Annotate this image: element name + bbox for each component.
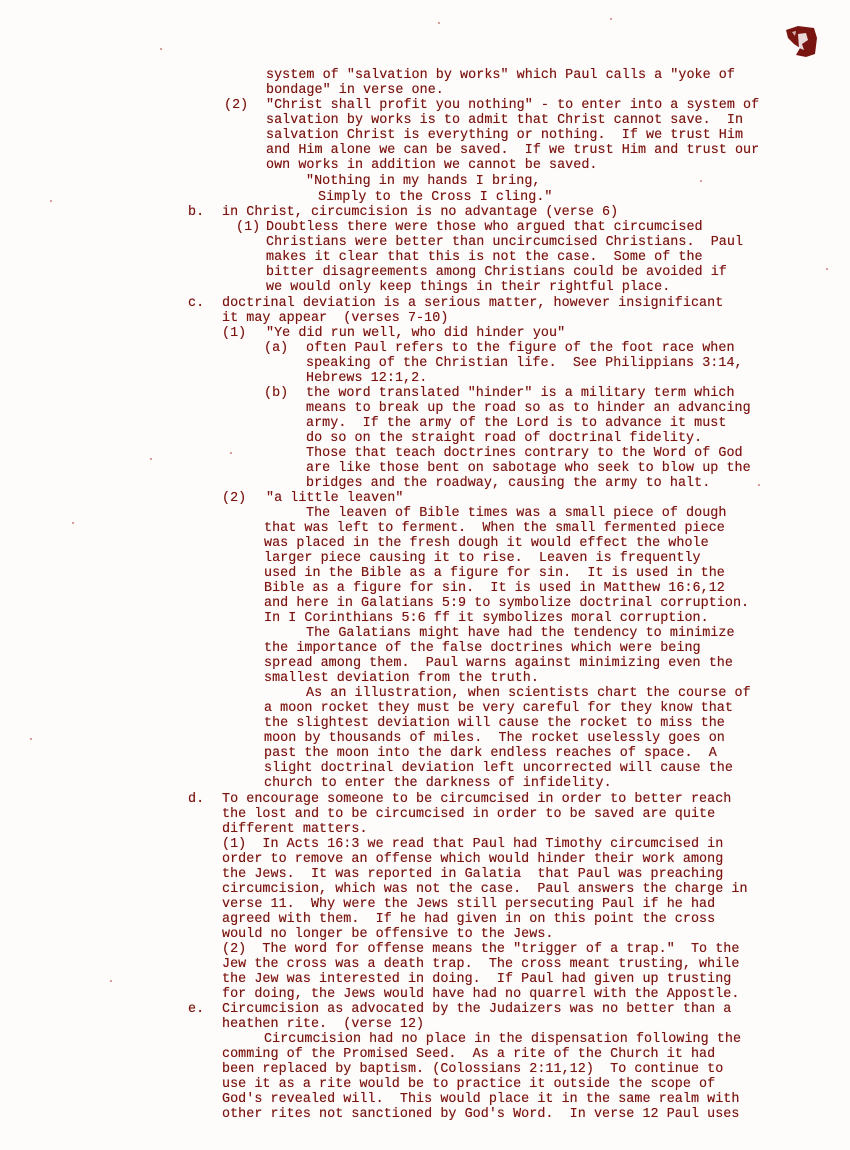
text-line: been replaced by baptism. (Colossians 2:11,12) To continue to <box>222 1062 724 1077</box>
text-line: Circumcision had no place in the dispensation following the <box>264 1032 742 1047</box>
text-line: the Jews. It was reported in Galatia that Paul was preaching <box>222 867 724 882</box>
text-line: church to enter the darkness of infidelity. <box>264 776 612 791</box>
text-line: Doubtless there were those who argued that circumcised <box>266 220 703 235</box>
item-marker: (2) <box>222 491 247 506</box>
text-line: slight doctrinal deviation left uncorrected will cause the <box>264 761 733 776</box>
section-marker: c. <box>188 296 205 311</box>
text-line: for doing, the Jews would have had no quarrel with the Appostle. <box>222 987 740 1002</box>
ink-speck <box>700 180 702 182</box>
ink-smudge-mark <box>784 24 818 58</box>
text-line: smallest deviation from the truth. <box>264 671 539 686</box>
section-marker: e. <box>188 1002 205 1017</box>
text-line: the importance of the false doctrines which were being <box>264 641 701 656</box>
section-heading: Circumcision as advocated by the Judaizers was no better than a <box>222 1002 732 1017</box>
section-marker: d. <box>188 792 205 807</box>
item-marker: (2) <box>224 98 249 113</box>
text-line: spread among them. Paul warns against minimizing even the <box>264 656 733 671</box>
text-line: would no longer be offensive to the Jews. <box>222 927 554 942</box>
ink-speck <box>610 18 612 20</box>
text-line: God's revealed will. This would place it in the same realm with <box>222 1092 740 1107</box>
ink-speck <box>438 22 440 24</box>
text-line: the word translated "hinder" is a military term which <box>306 386 735 401</box>
text-line: The leaven of Bible times was a small piece of dough <box>306 506 727 521</box>
text-line: Those that teach doctrines contrary to the Word of God <box>306 446 743 461</box>
text-line: (1) In Acts 16:3 we read that Paul had Timothy circumcised in <box>222 837 724 852</box>
text-line: different matters. <box>222 822 368 837</box>
text-line: salvation Christ is everything or nothing. If we trust Him <box>266 128 744 143</box>
text-line: and Him alone we can be saved. If we trust Him and trust our <box>266 143 760 158</box>
text-line: bitter disagreements among Christians could be avoided if <box>266 265 727 280</box>
section-heading: it may appear (verses 7-10) <box>222 311 449 326</box>
text-line: we would only keep things in their rightful place. <box>266 280 671 295</box>
text-line: salvation by works is to admit that Christ cannot save. In <box>266 113 744 128</box>
text-line: a moon rocket they must be very careful for they know that <box>264 701 733 716</box>
section-heading: To encourage someone to be circumcised in order to better reach <box>222 792 732 807</box>
text-line: Jew the cross was a death trap. The cross meant trusting, while <box>222 957 740 972</box>
text-line: past the moon into the dark endless reaches of space. A <box>264 746 717 761</box>
text-line: The Galatians might have had the tendency to minimize <box>306 626 735 641</box>
text-line: the slightest deviation will cause the rocket to miss the <box>264 716 725 731</box>
text-line: larger piece causing it to rise. Leaven is frequently <box>264 551 701 566</box>
text-line: are like those bent on sabotage who seek to blow up the <box>306 461 751 476</box>
section-heading: doctrinal deviation is a serious matter, however insignificant <box>222 296 724 311</box>
text-line: and here in Galatians 5:9 to symbolize doctrinal corruption. <box>264 596 750 611</box>
quote-line: "Nothing in my hands I bring, <box>306 174 541 189</box>
text-line: makes it clear that this is not the case. Some of the <box>266 250 703 265</box>
ink-speck <box>50 200 52 202</box>
text-line: Christians were better than uncircumcised Christians. Paul <box>266 235 744 250</box>
text-line: "a little leaven" <box>266 491 404 506</box>
ink-speck <box>72 522 74 524</box>
text-line: Bible as a figure for sin. It is used in Matthew 16:6,12 <box>264 581 725 596</box>
text-line: circumcision, which was not the case. Paul answers the charge in <box>222 882 748 897</box>
text-line: agreed with them. If he had given in on this point the cross <box>222 912 716 927</box>
item-marker: (1) <box>236 220 261 235</box>
text-line: means to break up the road so as to hinder an advancing <box>306 401 751 416</box>
text-line: (2) The word for offense means the "trigger of a trap." To the <box>222 942 740 957</box>
text-line: bondage" in verse one. <box>266 83 444 98</box>
item-marker: (1) <box>222 326 247 341</box>
text-line: As an illustration, when scientists chart the course of <box>306 686 751 701</box>
section-marker: b. <box>188 205 205 220</box>
text-line: the lost and to be circumcised in order to be saved are quite <box>222 807 716 822</box>
text-line: that was left to ferment. When the small fermented piece <box>264 521 725 536</box>
ink-speck <box>150 458 152 460</box>
section-heading: in Christ, circumcision is no advantage (verse 6) <box>222 205 619 220</box>
ink-speck <box>230 452 232 454</box>
text-line: comming of the Promised Seed. As a rite of the Church it had <box>222 1047 716 1062</box>
text-line: the Jew was interested in doing. If Paul had given up trusting <box>222 972 732 987</box>
text-line: used in the Bible as a figure for sin. It is used in the <box>264 566 725 581</box>
text-line: often Paul refers to the figure of the foot race when <box>306 341 735 356</box>
text-line: do so on the straight road of doctrinal fidelity. <box>306 431 703 446</box>
text-line: verse 11. Why were the Jews still persecuting Paul if he had <box>222 897 716 912</box>
text-line: use it as a rite would be to practice it outside the scope of <box>222 1077 716 1092</box>
text-line: In I Corinthians 5:6 ff it symbolizes moral corruption. <box>264 611 709 626</box>
text-line: other rites not sanctioned by God's Word. In verse 12 Paul uses <box>222 1107 740 1122</box>
text-line: system of "salvation by works" which Paul calls a "yoke of <box>266 68 735 83</box>
ink-speck <box>160 48 162 50</box>
text-line: moon by thousands of miles. The rocket uselessly goes on <box>264 731 725 746</box>
text-line: bridges and the roadway, causing the army to halt. <box>306 476 711 491</box>
text-line: "Christ shall profit you nothing" - to enter into a system of <box>266 98 760 113</box>
ink-speck <box>758 484 760 486</box>
text-line: speaking of the Christian life. See Philippians 3:14, <box>306 356 743 371</box>
text-line: order to remove an offense which would hinder their work among <box>222 852 724 867</box>
text-line: was placed in the fresh dough it would effect the whole <box>264 536 709 551</box>
item-marker: (b) <box>264 386 289 401</box>
text-line: own works in addition we cannot be saved. <box>266 158 598 173</box>
ink-speck <box>110 980 112 982</box>
text-line: Hebrews 12:1,2. <box>306 371 428 386</box>
quote-line: Simply to the Cross I cling." <box>318 190 553 205</box>
item-marker: (a) <box>264 341 289 356</box>
text-line: "Ye did run well, who did hinder you" <box>266 326 566 341</box>
text-line: heathen rite. (verse 12) <box>222 1017 425 1032</box>
ink-speck <box>826 268 828 270</box>
text-line: army. If the army of the Lord is to advance it must <box>306 416 727 431</box>
ink-speck <box>30 738 32 740</box>
